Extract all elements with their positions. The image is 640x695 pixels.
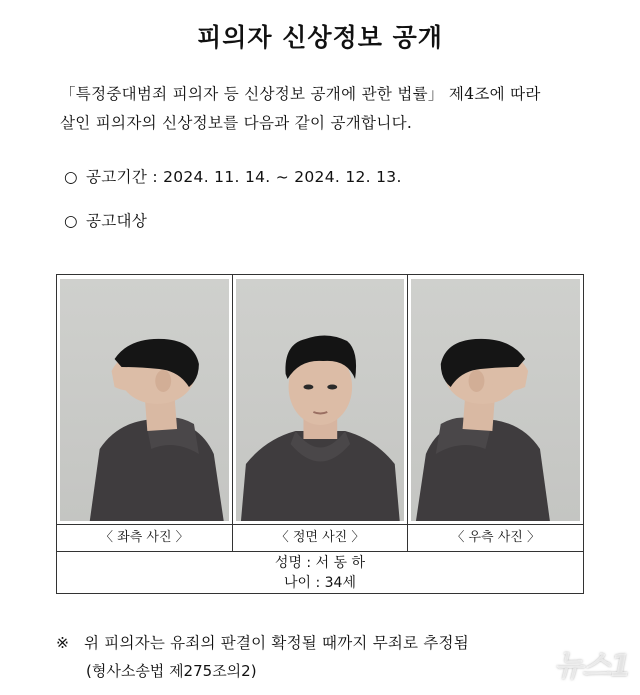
presumption-note	[56, 631, 469, 653]
front-photo	[236, 279, 405, 521]
right-profile-photo	[411, 279, 580, 521]
right-profile-figure	[411, 279, 580, 521]
news1-watermark-logo: 뉴스1	[554, 649, 630, 684]
left-profile-photo	[60, 279, 229, 521]
paragraph-line-2: 살인 피의자의 신상정보를 다음과 같이 공개합니다.	[60, 114, 413, 132]
front-figure	[236, 279, 405, 521]
right-photo-cell	[408, 275, 583, 524]
circle-bullet-icon: ○	[64, 212, 78, 230]
notice-period-item	[64, 165, 402, 187]
notice-target-item	[64, 209, 147, 231]
circle-bullet-icon: ○	[64, 168, 78, 186]
left-photo-caption: 〈 좌측 사진 〉	[57, 525, 233, 551]
suspect-name: 성명 : 서 동 하	[274, 555, 366, 571]
legal-reference: (형사소송법 제275조의2)	[86, 662, 257, 680]
left-profile-figure	[60, 279, 229, 521]
notice-paragraph	[60, 80, 620, 138]
photo-row	[57, 275, 583, 524]
page-title: 피의자 신상정보 공개	[197, 23, 443, 52]
paragraph-line-1: 「특정중대범죄 피의자 등 신상정보 공개에 관한 법률」 제4조에 따라	[60, 85, 541, 103]
suspect-photo-table	[56, 274, 584, 594]
notice-target-text: 공고대상	[86, 212, 148, 230]
front-photo-caption: 〈 정면 사진 〉	[233, 525, 409, 551]
suspect-info	[57, 553, 583, 593]
reference-mark-icon: ※	[56, 634, 70, 652]
left-photo-cell	[57, 275, 233, 524]
suspect-age: 나이 : 34세	[283, 575, 356, 591]
front-photo-cell	[233, 275, 409, 524]
caption-row	[57, 524, 583, 552]
notice-period-text: 공고기간 : 2024. 11. 14. ~ 2024. 12. 13.	[86, 168, 402, 186]
presumption-note-text: 위 피의자는 유죄의 판결이 확정될 때까지 무죄로 추정됨	[84, 634, 469, 652]
right-photo-caption: 〈 우측 사진 〉	[451, 530, 540, 545]
